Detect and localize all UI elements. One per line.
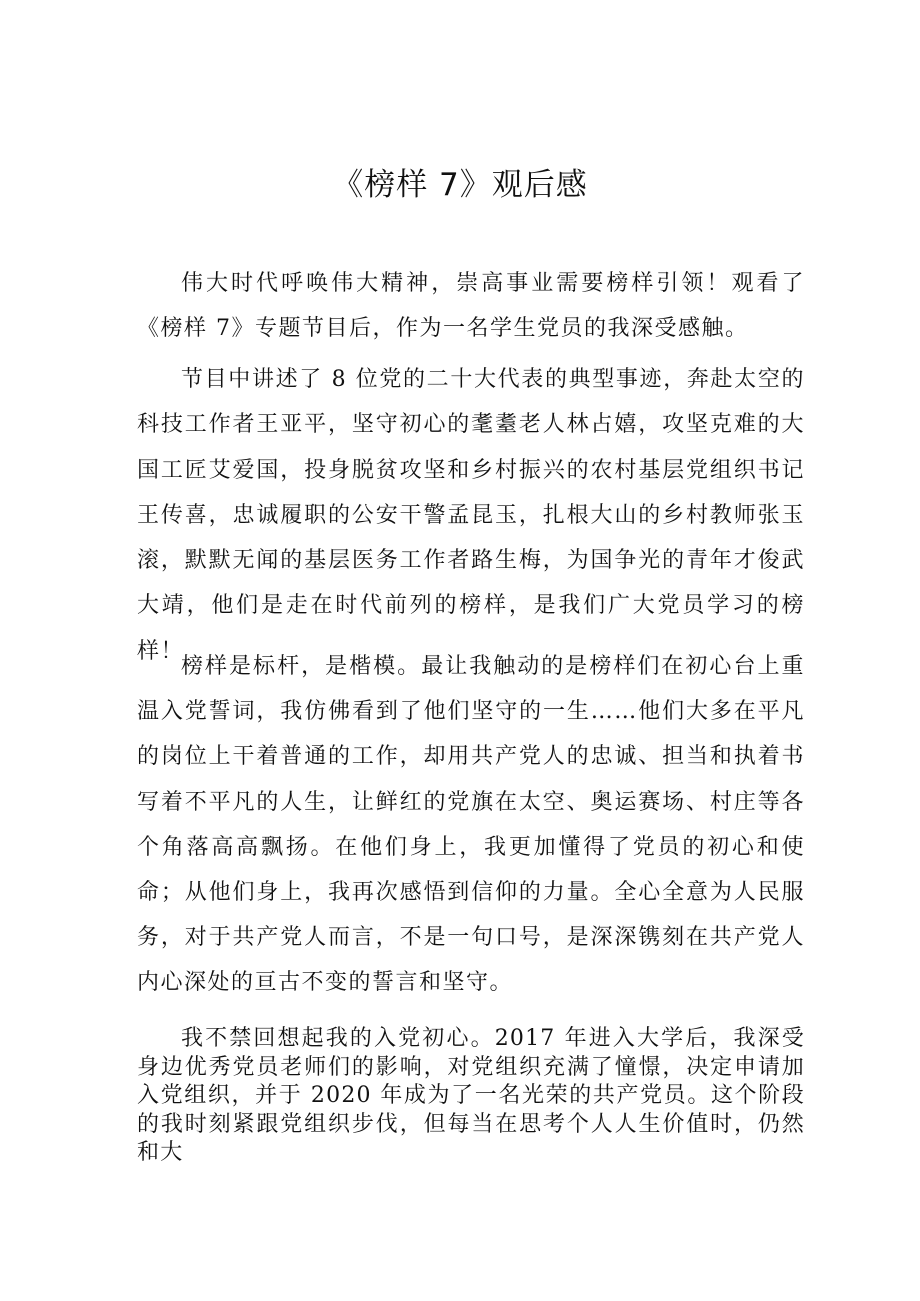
- paragraph-2: 节目中讲述了 8 位党的二十大代表的典型事迹，奔赴太空的科技工作者王亚平，坚守初心的耄耋老人林占嬉，攻坚克难的大国工匠艾爱国，投身脱贫攻坚和乡村振兴的农村基层党组织书记王传喜，忠诚履职的公安干警孟昆玉，扎根大山的乡村教师张玉滚，默默无闻的基层医务工作者路生梅，为国争光的青年才俊武大靖，他们是走在时代前列的榜样，是我们广大党员学习的榜样！: [137, 367, 805, 664]
- document-title: 《榜样 7》观后感: [332, 167, 588, 203]
- paragraph-3: 榜样是标杆，是楷模。最让我触动的是榜样们在初心台上重温入党誓词，我仿佛看到了他们坚守的一生……他们大多在平凡的岗位上干着普通的工作，却用共产党人的忠诚、担当和执着书写着不平凡的人生，让鲜红的党旗在太空、奥运赛场、村庄等各个角落高高飘扬。在他们身上，我更加懂得了党员的初心和使命；从他们身上，我再次感悟到信仰的力量。全心全意为人民服务，对于共产党人而言，不是一句口号，是深深镌刻在共产党人内心深处的亘古不变的誓言和坚守。: [137, 654, 805, 996]
- paragraph-4: 我不禁回想起我的入党初心。2017 年进入大学后，我深受身边优秀党员老师们的影响，对党组织充满了憧憬，决定申请加入党组织，并于 2020 年成为了一名光荣的共产党员。这个阶段的我时刻紧跟党组织步伐，但每当在思考个人人生价值时，仍然和大: [137, 1026, 805, 1165]
- paragraph-1: 伟大时代呼唤伟大精神，崇高事业需要榜样引领！观看了《榜样 7》专题节目后，作为一名学生党员的我深受感触。: [137, 271, 805, 341]
